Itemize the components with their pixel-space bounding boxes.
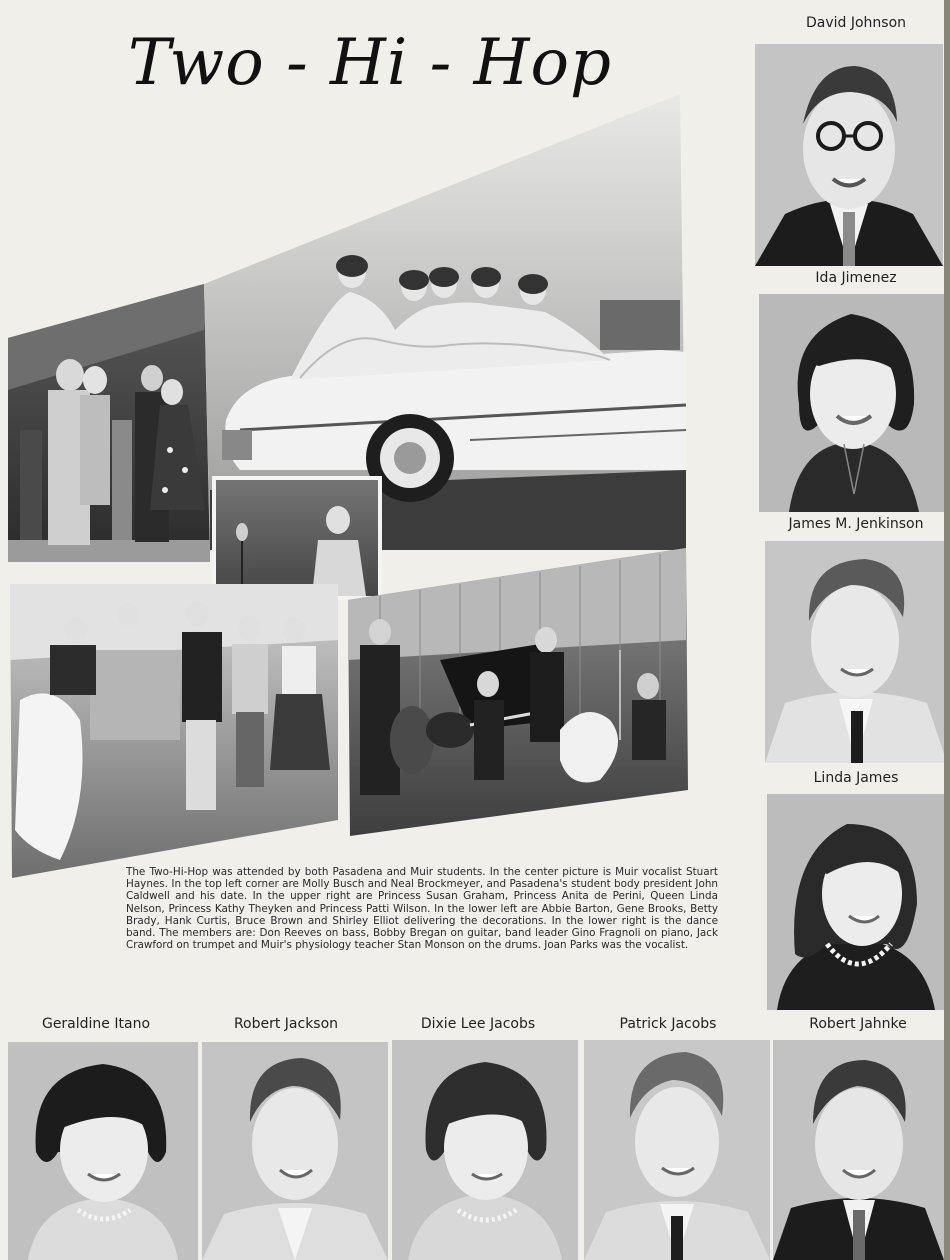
portrait-photo — [8, 1042, 198, 1260]
portrait-photo — [767, 794, 945, 1010]
portrait-name: Robert Jackson — [233, 1016, 339, 1032]
portrait-name: Dixie Lee Jacobs — [420, 1016, 536, 1032]
portrait-name: Ida Jimenez — [815, 270, 897, 286]
band-photo — [348, 548, 688, 836]
portrait-photo — [759, 294, 945, 512]
portrait-photo — [392, 1040, 578, 1260]
portrait-photo — [773, 1040, 944, 1260]
vocalist-photo — [212, 476, 382, 600]
portrait-name: David Johnson — [805, 15, 907, 31]
portrait-photo — [755, 44, 943, 266]
portrait-name: Patrick Jacobs — [619, 1016, 717, 1032]
portrait-photo — [765, 541, 947, 763]
photo-caption: The Two-Hi-Hop was attended by both Pasadena and Muir students. In the center picture is Muir vocalist Stuart Haynes. In the top left corner are Molly Busch and Neal Brockmeyer, and Pasadena's student body president John Caldwell and his date. In the upper right are Princess Susan Graham, Princess Anita de Perini, Queen Linda Nelson, Princess Kathy Theyken and Princess Patti Wilson. In the lower left are Abbie Barton, Gene Brooks, Betty Brady, Hank Curtis, Bruce Brown and Shirley Elliot delivering the decorations. In the lower right is the dance band. The members are: Don Reeves on bass, Bobby Bregan on guitar, band leader Gino Fragnoli on piano, Jack Crawford on trumpet and Muir's physiology teacher Stan Monson on the drums. Joan Parks was the vocalist. — [126, 866, 718, 952]
dance-photo — [8, 284, 210, 562]
decorations-photo — [10, 584, 338, 878]
portrait-name: Geraldine Itano — [41, 1016, 151, 1032]
portrait-photo — [584, 1040, 770, 1260]
portrait-name: Robert Jahnke — [809, 1016, 907, 1032]
portrait-photo — [202, 1042, 388, 1260]
portrait-name: Linda James — [813, 770, 899, 786]
page-title: Two - Hi - Hop — [128, 26, 612, 100]
portrait-name: James M. Jenkinson — [788, 516, 924, 532]
page-edge — [944, 0, 950, 1260]
